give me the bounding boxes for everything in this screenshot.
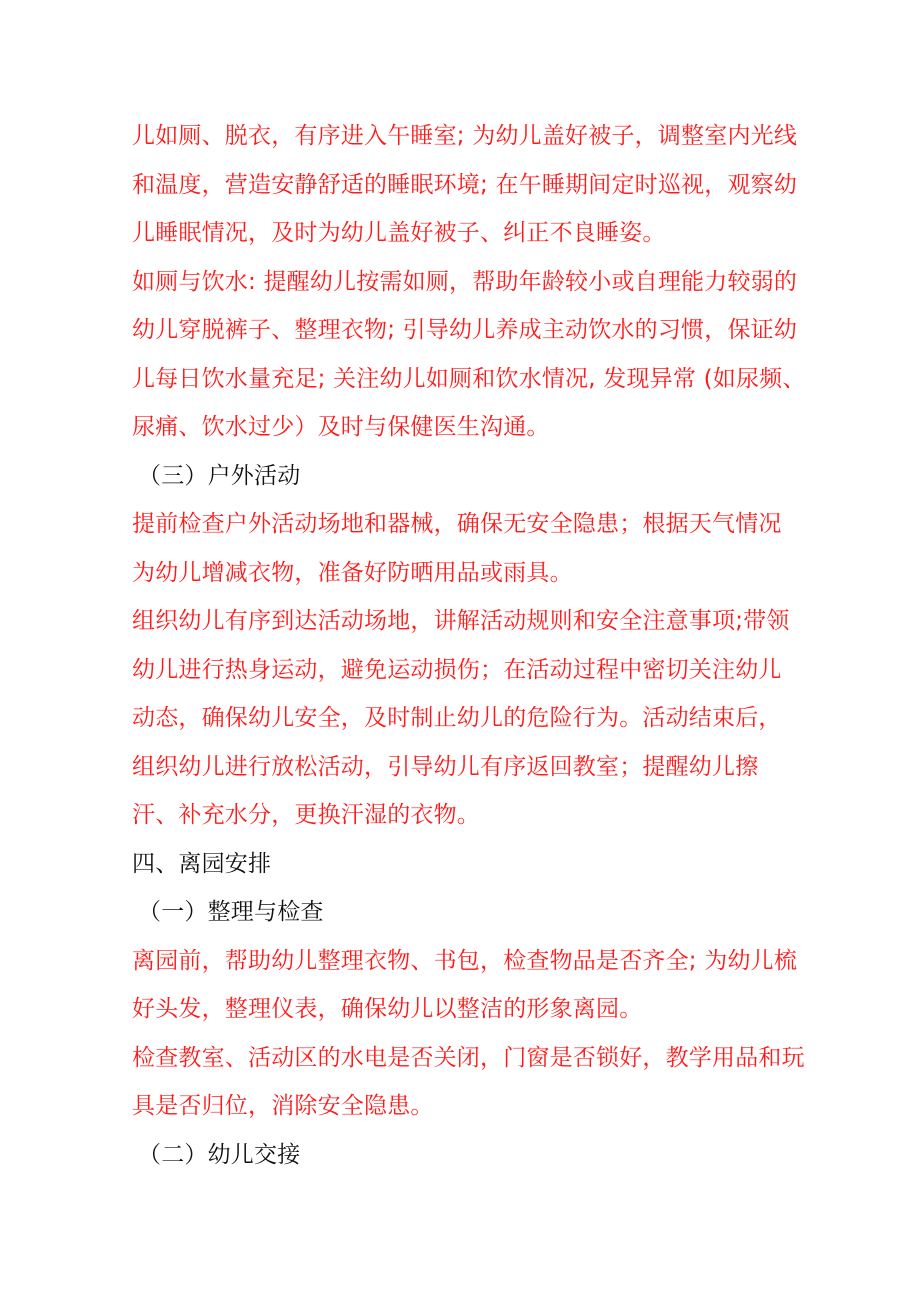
text-line: 儿每日饮水量充足; 关注幼儿如厕和饮水情况, 发现异常 (如尿频、	[132, 365, 806, 392]
text-line: 好头发，整理仪表，确保幼儿以整洁的形象离园。	[132, 996, 643, 1022]
section-heading: （一）整理与检查	[138, 899, 324, 925]
text-line: 尿痛、饮水过少）及时与保健医生沟通。	[132, 414, 550, 440]
text-line: 儿如厕、脱衣，有序进入午睡室; 为幼儿盖好被子，调整室内光线	[132, 123, 798, 149]
text-line: 提前检查户外活动场地和器械，确保无安全隐患；根据天气情况	[132, 511, 782, 537]
text-line: 幼儿穿脱裤子、整理衣物; 引导幼儿养成主动饮水的习惯，保证幼	[132, 317, 798, 343]
text-line: 为幼儿增减衣物，准备好防晒用品或雨具。	[132, 559, 573, 586]
section-heading: （二）幼儿交接	[138, 1141, 301, 1168]
text-line: 组织幼儿进行放松活动，引导幼儿有序返回教室；提醒幼儿擦	[132, 753, 759, 780]
text-line: 如厕与饮水: 提醒幼儿按需如厕，帮助年龄较小或自理能力较弱的	[132, 268, 798, 295]
text-line: 儿睡眠情况，及时为幼儿盖好被子、纠正不良睡姿。	[132, 220, 666, 246]
text-line: 幼儿进行热身运动，避免运动损伤；在活动过程中密切关注幼儿	[132, 656, 782, 683]
text-line: 和温度，营造安静舒适的睡眠环境; 在午睡期间定时巡视，观察幼	[132, 171, 798, 198]
text-line: 离园前，帮助幼儿整理衣物、书包，检查物品是否齐全; 为幼儿梳	[132, 947, 798, 974]
text-line: 检查教室、活动区的水电是否关闭，门窗是否锁好，教学用品和玩	[132, 1044, 805, 1071]
text-line: 动态，确保幼儿安全，及时制止幼儿的危险行为。活动结束后，	[132, 705, 782, 731]
text-line: 组织幼儿有序到达活动场地，讲解活动规则和安全注意事项;带领	[132, 608, 790, 634]
chapter-heading: 四、离园安排	[132, 850, 272, 877]
text-line: 汗、补充水分，更换汗湿的衣物。	[132, 802, 480, 828]
document-page	[132, 112, 804, 1179]
section-heading: （三）户外活动	[138, 462, 301, 489]
text-line: 具是否归位，消除安全隐患。	[132, 1093, 434, 1119]
